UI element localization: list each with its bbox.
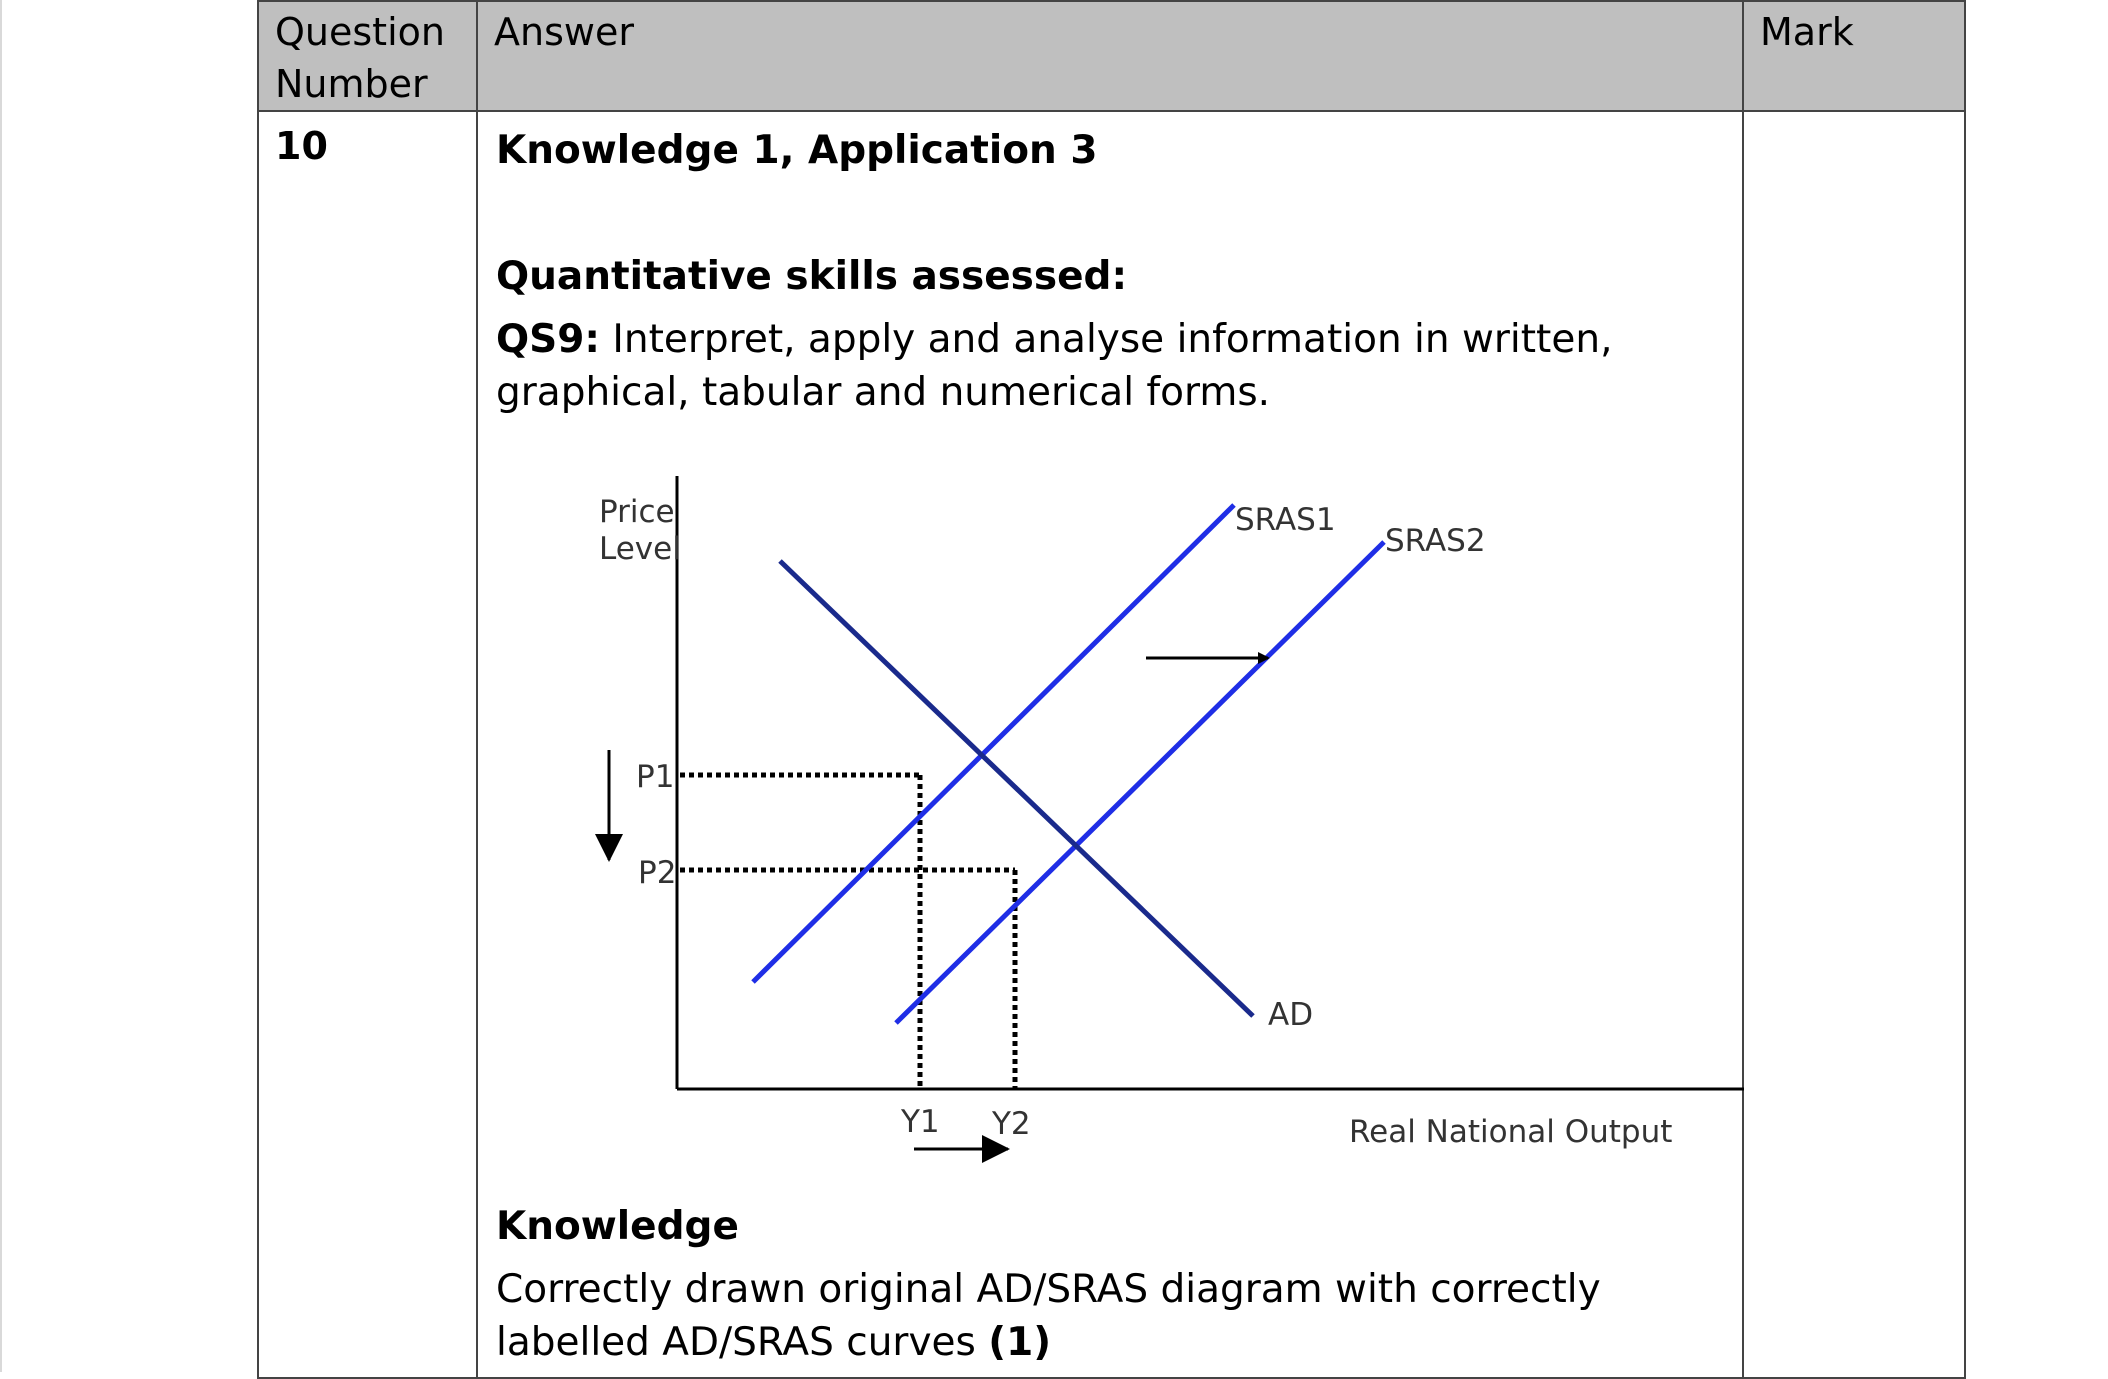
page-edge	[0, 0, 2, 1372]
ad-label: AD	[1268, 997, 1314, 1033]
answer-header-label: Answer	[494, 10, 634, 54]
answer-content	[478, 112, 1742, 1377]
answer-cell	[477, 111, 1743, 1378]
mark-cell	[1743, 111, 1965, 1378]
ad-curve	[780, 561, 1253, 1016]
y2-label: Y2	[992, 1106, 1031, 1142]
mark-header-label: Mark	[1760, 10, 1854, 54]
sras1-label: SRAS1	[1235, 502, 1336, 538]
p1-label: P1	[636, 759, 675, 795]
knowledge-line2	[496, 1320, 1051, 1365]
knowledge-heading: Knowledge	[496, 1204, 739, 1249]
question-number: 10	[275, 124, 328, 168]
mark-header	[1743, 1, 1965, 111]
y-axis-label-line2: Level	[599, 531, 681, 567]
knowledge-mark: (1)	[988, 1320, 1052, 1365]
qs9-line2: graphical, tabular and numerical forms.	[496, 370, 1271, 415]
question-header-line1: Question	[275, 10, 445, 54]
ad-sras-diagram	[478, 112, 1744, 1212]
question-header-line2: Number	[275, 62, 428, 106]
answer-heading: Knowledge 1, Application 3	[496, 128, 1098, 173]
qs9-text: Interpret, apply and analyse information in written,	[599, 317, 1613, 362]
qs-heading: Quantitative skills assessed:	[496, 254, 1128, 299]
p2-label: P2	[638, 855, 677, 891]
y-axis-label-line1: Price	[599, 494, 675, 530]
sras1-curve	[753, 505, 1234, 982]
y1-label: Y1	[901, 1104, 940, 1140]
qs9-label: QS9:	[496, 317, 600, 362]
question-row	[258, 111, 1965, 1378]
answer-header	[477, 1, 1743, 111]
knowledge-line1: Correctly drawn original AD/SRAS diagram with correctly	[496, 1267, 1601, 1312]
question-number-header	[258, 1, 477, 111]
sras2-label: SRAS2	[1385, 523, 1486, 559]
x-axis-label: Real National Output	[1349, 1114, 1673, 1150]
question-number-cell	[258, 111, 477, 1378]
header-row	[258, 1, 1965, 111]
mark-scheme-table	[257, 0, 1966, 1379]
sras2-curve	[896, 542, 1384, 1023]
knowledge-line2-text: labelled AD/SRAS curves	[496, 1320, 976, 1365]
